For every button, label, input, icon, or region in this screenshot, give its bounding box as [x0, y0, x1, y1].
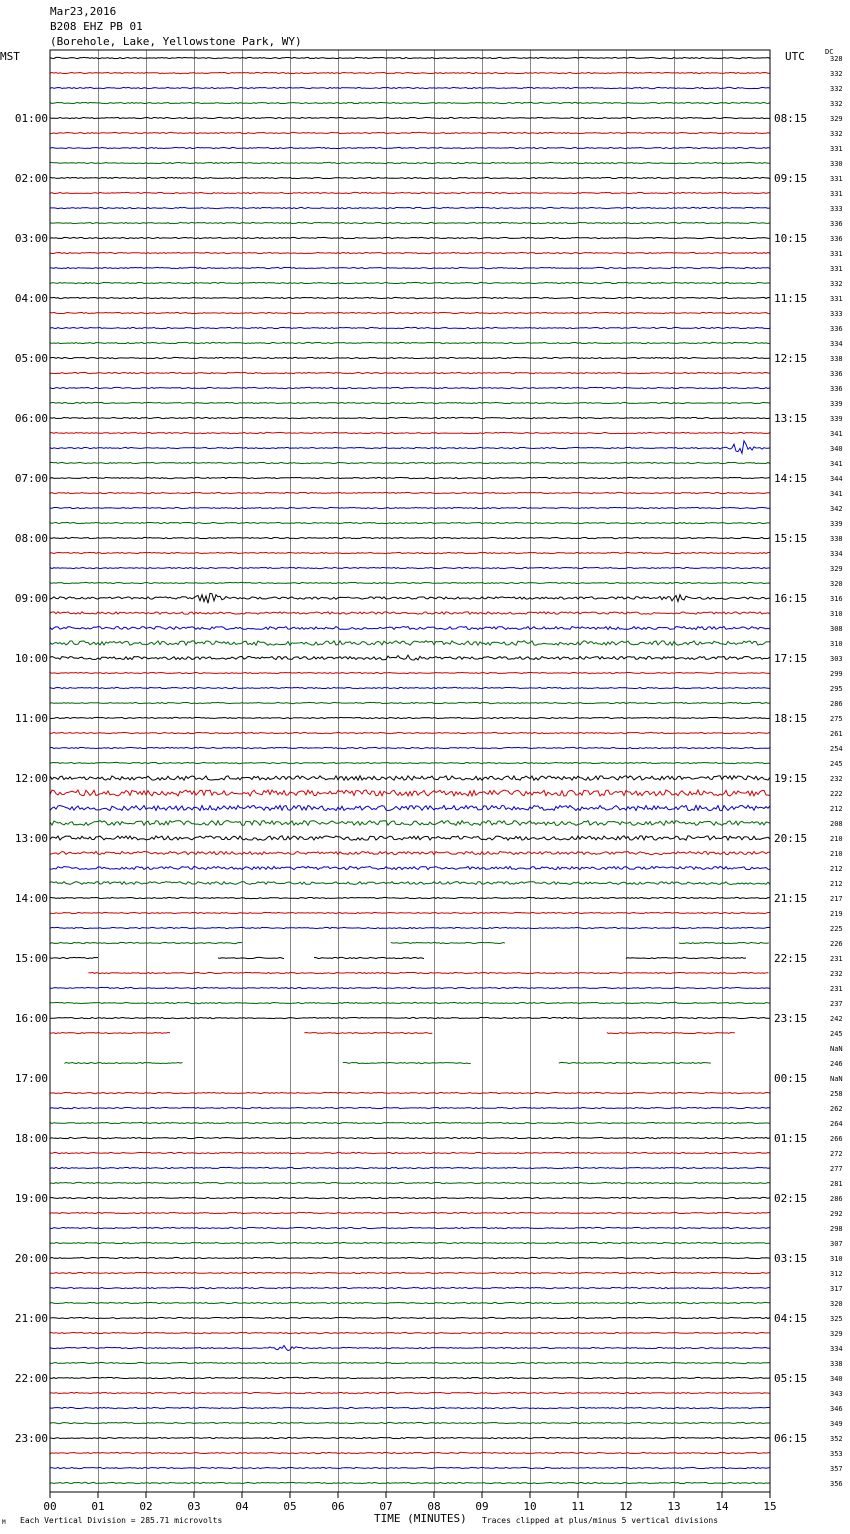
trace-row-61-seg-0: [88, 972, 768, 973]
dc-offset-label: 246: [830, 1060, 843, 1068]
utc-hour-label: 10:15: [774, 232, 808, 245]
trace-row-41-seg-0: [50, 672, 770, 673]
dc-offset-label: 320: [830, 580, 843, 588]
trace-row-70-seg-0: [50, 1107, 770, 1108]
x-tick-label: 08: [427, 1500, 441, 1513]
dc-offset-label: 341: [830, 460, 843, 468]
dc-offset-label: 210: [830, 850, 843, 858]
trace-row-33-seg-0: [50, 552, 770, 553]
dc-offset-label: 325: [830, 1315, 843, 1323]
x-tick-label: 10: [523, 1500, 537, 1513]
trace-row-52-seg-0: [50, 836, 770, 840]
trace-row-60-seg-3: [626, 957, 746, 958]
trace-row-92-seg-0: [50, 1437, 770, 1438]
utc-hour-label: 12:15: [774, 352, 808, 365]
mst-hour-label: 22:00: [14, 1372, 48, 1385]
trace-row-73-seg-0: [50, 1152, 770, 1153]
trace-row-63-seg-0: [50, 1002, 770, 1003]
x-tick-label: 12: [619, 1500, 633, 1513]
utc-hour-label: 19:15: [774, 772, 808, 785]
x-tick-label: 05: [283, 1500, 297, 1513]
mst-hour-label: 07:00: [14, 472, 48, 485]
dc-offset-label: 277: [830, 1165, 843, 1173]
dc-offset-label: 329: [830, 565, 843, 573]
utc-hour-label: 11:15: [774, 292, 808, 305]
dc-offset-label: 316: [830, 595, 843, 603]
trace-row-1-seg-0: [50, 72, 770, 73]
trace-row-57-seg-0: [50, 912, 770, 913]
trace-row-50-seg-0: [50, 805, 770, 810]
trace-row-34-seg-0: [50, 567, 770, 568]
mst-hour-label: 18:00: [14, 1132, 48, 1145]
trace-row-51-seg-0: [50, 821, 770, 826]
dc-offset-label: 336: [830, 325, 843, 333]
mst-hour-label: 05:00: [14, 352, 48, 365]
dc-offset-label: 334: [830, 340, 843, 348]
dc-offset-label: 219: [830, 910, 843, 918]
trace-row-39-seg-0: [50, 641, 770, 645]
dc-offset-label: 258: [830, 1090, 843, 1098]
trace-row-13-seg-0: [50, 252, 770, 253]
trace-row-9-seg-0: [50, 192, 770, 193]
trace-row-55-seg-0: [50, 882, 770, 885]
trace-row-84-seg-0: [50, 1317, 770, 1318]
trace-row-35-seg-0: [50, 582, 770, 583]
dc-offset-label: 339: [830, 400, 843, 408]
trace-row-59-seg-1: [391, 942, 505, 943]
trace-row-81-seg-0: [50, 1272, 770, 1273]
trace-row-88-seg-0: [50, 1377, 770, 1378]
trace-row-54-seg-0: [50, 866, 770, 869]
dc-offset-label: 357: [830, 1465, 843, 1473]
x-tick-label: 09: [475, 1500, 489, 1513]
dc-offset-label: 346: [830, 1405, 843, 1413]
dc-offset-label: 332: [830, 130, 843, 138]
trace-row-90-seg-0: [50, 1407, 770, 1408]
dc-offset-label: 308: [830, 625, 843, 633]
dc-offset-label: 331: [830, 295, 843, 303]
right-timezone-label: UTC: [785, 50, 805, 63]
utc-hour-label: 02:15: [774, 1192, 808, 1205]
trace-row-58-seg-0: [50, 927, 770, 928]
x-tick-label: 00: [43, 1500, 57, 1513]
dc-offset-label: 307: [830, 1240, 843, 1248]
dc-offset-label: 330: [830, 160, 843, 168]
trace-row-23-seg-0: [50, 402, 770, 403]
dc-offset-label: 356: [830, 1480, 843, 1488]
trace-row-67-seg-1: [343, 1063, 471, 1064]
dc-offset-label: 349: [830, 1420, 843, 1428]
trace-row-6-seg-0: [50, 147, 770, 148]
dc-offset-label: 336: [830, 220, 843, 228]
trace-row-48-seg-0: [50, 776, 770, 780]
dc-offset-label: 232: [830, 775, 843, 783]
mst-hour-label: 20:00: [14, 1252, 48, 1265]
trace-row-82-seg-0: [50, 1287, 770, 1288]
trace-row-94-seg-0: [50, 1467, 770, 1468]
mst-hour-label: 10:00: [14, 652, 48, 665]
trace-row-10-seg-0: [50, 207, 770, 208]
dc-offset-label: 317: [830, 1285, 843, 1293]
trace-row-86-seg-0: [50, 1346, 770, 1351]
trace-row-60-seg-0: [50, 957, 98, 958]
dc-offset-label: 339: [830, 415, 843, 423]
dc-offset-label: 232: [830, 970, 843, 978]
trace-row-60-seg-2: [314, 957, 424, 958]
trace-row-45-seg-0: [50, 732, 770, 733]
utc-hour-label: 22:15: [774, 952, 808, 965]
x-tick-label: 13: [667, 1500, 681, 1513]
dc-offset-label: 299: [830, 670, 843, 678]
trace-row-36-seg-0: [50, 593, 770, 603]
dc-offset-label: 242: [830, 1015, 843, 1023]
trace-row-65-seg-1: [304, 1032, 432, 1033]
trace-row-2-seg-0: [50, 87, 770, 88]
trace-row-7-seg-0: [50, 162, 770, 163]
trace-row-22-seg-0: [50, 387, 770, 388]
trace-row-8-seg-0: [50, 177, 770, 178]
dc-offset-label: 332: [830, 85, 843, 93]
utc-hour-label: 00:15: [774, 1072, 808, 1085]
dc-offset-label: 225: [830, 925, 843, 933]
trace-row-83-seg-0: [50, 1302, 770, 1303]
mst-hour-label: 13:00: [14, 832, 48, 845]
dc-offset-label: 320: [830, 1300, 843, 1308]
trace-row-12-seg-0: [50, 237, 770, 238]
mst-hour-label: 03:00: [14, 232, 48, 245]
dc-offset-label: 222: [830, 790, 843, 798]
dc-offset-label: 332: [830, 100, 843, 108]
mst-hour-label: 15:00: [14, 952, 48, 965]
dc-offset-label: 237: [830, 1000, 843, 1008]
dc-offset-label: 272: [830, 1150, 843, 1158]
x-tick-label: 06: [331, 1500, 345, 1513]
dc-offset-label: 331: [830, 265, 843, 273]
trace-row-4-seg-0: [50, 117, 770, 118]
trace-row-38-seg-0: [50, 627, 770, 630]
dc-offset-label: NaN: [830, 1045, 843, 1053]
dc-offset-label: 334: [830, 550, 843, 558]
dc-offset-labels: [830, 55, 843, 1488]
trace-row-59-seg-2: [679, 942, 769, 943]
dc-offset-label: 338: [830, 355, 843, 363]
dc-offset-label: 261: [830, 730, 843, 738]
x-tick-label: 01: [91, 1500, 105, 1513]
trace-row-62-seg-0: [50, 987, 770, 988]
utc-hour-label: 20:15: [774, 832, 808, 845]
mst-hour-label: 23:00: [14, 1432, 48, 1445]
trace-row-75-seg-0: [50, 1182, 770, 1183]
utc-hour-label: 13:15: [774, 412, 808, 425]
dc-offset-label: 217: [830, 895, 843, 903]
mst-hour-label: 12:00: [14, 772, 48, 785]
trace-row-49-seg-0: [50, 790, 770, 796]
dc-offset-label: 331: [830, 250, 843, 258]
dc-offset-label: 310: [830, 1255, 843, 1263]
dc-offset-label: 275: [830, 715, 843, 723]
mst-hour-label: 17:00: [14, 1072, 48, 1085]
trace-row-65-seg-0: [50, 1032, 170, 1033]
trace-row-37-seg-0: [50, 612, 770, 614]
trace-row-60-seg-1: [218, 957, 284, 958]
trace-row-53-seg-0: [50, 851, 770, 854]
trace-row-16-seg-0: [50, 297, 770, 298]
mst-hour-label: 11:00: [14, 712, 48, 725]
utc-hour-labels: [774, 112, 807, 1445]
corner-mark: M: [2, 1519, 6, 1526]
trace-row-80-seg-0: [50, 1257, 770, 1258]
dc-offset-label: 212: [830, 805, 843, 813]
mst-hour-labels: [15, 112, 48, 1445]
dc-offset-label: 331: [830, 175, 843, 183]
trace-row-18-seg-0: [50, 327, 770, 328]
trace-row-30-seg-0: [50, 507, 770, 508]
dc-offset-label: 303: [830, 655, 843, 663]
dc-offset-label: 332: [830, 70, 843, 78]
dc-offset-label: 212: [830, 865, 843, 873]
mst-hour-label: 08:00: [14, 532, 48, 545]
trace-row-11-seg-0: [50, 222, 770, 223]
dc-offset-label: 341: [830, 490, 843, 498]
dc-offset-label: 231: [830, 955, 843, 963]
dc-offset-label: 254: [830, 745, 843, 753]
utc-hour-label: 01:15: [774, 1132, 808, 1145]
dc-header-label: DC: [825, 48, 834, 56]
station-location: (Borehole, Lake, Yellowstone Park, WY): [50, 35, 302, 48]
trace-row-24-seg-0: [50, 417, 770, 418]
dc-offset-label: 312: [830, 1270, 843, 1278]
dc-offset-label: 226: [830, 940, 843, 948]
trace-row-20-seg-0: [50, 357, 770, 358]
trace-row-21-seg-0: [50, 372, 770, 373]
dc-offset-label: 286: [830, 700, 843, 708]
trace-row-85-seg-0: [50, 1332, 770, 1333]
x-tick-label: 04: [235, 1500, 249, 1513]
dc-offset-label: 245: [830, 1030, 843, 1038]
utc-hour-label: 03:15: [774, 1252, 808, 1265]
x-tick-label: 03: [187, 1500, 201, 1513]
plot-date: Mar23,2016: [50, 5, 117, 18]
dc-offset-label: 264: [830, 1120, 843, 1128]
seismic-traces: [50, 57, 770, 1483]
left-timezone-label: MST: [0, 50, 20, 63]
dc-offset-label: 331: [830, 190, 843, 198]
trace-row-28-seg-0: [50, 477, 770, 478]
dc-offset-label: 340: [830, 445, 843, 453]
trace-row-19-seg-0: [50, 342, 770, 343]
trace-row-89-seg-0: [50, 1392, 770, 1393]
mst-hour-label: 21:00: [14, 1312, 48, 1325]
trace-row-76-seg-0: [50, 1197, 770, 1198]
dc-offset-label: 341: [830, 430, 843, 438]
x-axis-ticks: [43, 1492, 776, 1513]
trace-row-87-seg-0: [50, 1362, 770, 1363]
mst-hour-label: 09:00: [14, 592, 48, 605]
trace-row-3-seg-0: [50, 102, 770, 103]
dc-offset-label: 329: [830, 1330, 843, 1338]
dc-offset-label: 231: [830, 985, 843, 993]
plot-frame: [50, 50, 770, 1492]
dc-offset-label: 310: [830, 610, 843, 618]
mst-hour-label: 02:00: [14, 172, 48, 185]
minute-gridlines: [99, 50, 723, 1492]
dc-offset-label: 329: [830, 115, 843, 123]
dc-offset-label: 352: [830, 1435, 843, 1443]
trace-row-44-seg-0: [50, 717, 770, 718]
trace-row-91-seg-0: [50, 1422, 770, 1423]
x-tick-label: 02: [139, 1500, 153, 1513]
dc-offset-label: 333: [830, 310, 843, 318]
utc-hour-label: 16:15: [774, 592, 808, 605]
trace-row-40-seg-0: [50, 655, 770, 660]
utc-hour-label: 17:15: [774, 652, 808, 665]
utc-hour-label: 09:15: [774, 172, 808, 185]
utc-hour-label: 04:15: [774, 1312, 808, 1325]
dc-offset-label: 332: [830, 280, 843, 288]
trace-row-71-seg-0: [50, 1122, 770, 1123]
trace-row-26-seg-0: [50, 441, 770, 454]
dc-offset-label: 336: [830, 385, 843, 393]
dc-offset-label: 343: [830, 1390, 843, 1398]
dc-offset-label: 331: [830, 145, 843, 153]
x-tick-label: 11: [571, 1500, 585, 1513]
mst-hour-label: 01:00: [14, 112, 48, 125]
dc-offset-label: 338: [830, 1360, 843, 1368]
dc-offset-label: 336: [830, 370, 843, 378]
dc-offset-label: 281: [830, 1180, 843, 1188]
trace-row-93-seg-0: [50, 1452, 770, 1453]
dc-offset-label: 245: [830, 760, 843, 768]
dc-offset-label: 295: [830, 685, 843, 693]
trace-row-67-seg-0: [64, 1062, 182, 1063]
trace-row-72-seg-0: [50, 1137, 770, 1138]
x-tick-label: 07: [379, 1500, 393, 1513]
x-axis-title: TIME (MINUTES): [374, 1512, 467, 1525]
utc-hour-label: 08:15: [774, 112, 808, 125]
trace-row-47-seg-0: [50, 762, 770, 763]
dc-offset-label: 298: [830, 1225, 843, 1233]
trace-row-42-seg-0: [50, 687, 770, 688]
dc-offset-label: 286: [830, 1195, 843, 1203]
dc-offset-label: 208: [830, 820, 843, 828]
dc-offset-label: 328: [830, 55, 843, 63]
dc-offset-label: 210: [830, 835, 843, 843]
dc-offset-label: 212: [830, 880, 843, 888]
trace-row-64-seg-0: [50, 1017, 770, 1018]
utc-hour-label: 21:15: [774, 892, 808, 905]
dc-offset-label: NaN: [830, 1075, 843, 1083]
dc-offset-label: 333: [830, 205, 843, 213]
trace-row-46-seg-0: [50, 747, 770, 748]
trace-row-27-seg-0: [50, 462, 770, 463]
dc-offset-label: 342: [830, 505, 843, 513]
dc-offset-label: 353: [830, 1450, 843, 1458]
trace-row-5-seg-0: [50, 132, 770, 133]
dc-offset-label: 266: [830, 1135, 843, 1143]
utc-hour-label: 18:15: [774, 712, 808, 725]
trace-row-67-seg-2: [559, 1062, 711, 1063]
trace-row-78-seg-0: [50, 1227, 770, 1228]
mst-hour-label: 19:00: [14, 1192, 48, 1205]
dc-offset-label: 262: [830, 1105, 843, 1113]
trace-row-25-seg-0: [50, 432, 770, 433]
utc-hour-label: 23:15: [774, 1012, 808, 1025]
mst-hour-label: 14:00: [14, 892, 48, 905]
mst-hour-label: 06:00: [14, 412, 48, 425]
dc-offset-label: 334: [830, 1345, 843, 1353]
station-code: B208 EHZ PB 01: [50, 20, 143, 33]
dc-offset-label: 338: [830, 535, 843, 543]
dc-offset-label: 310: [830, 640, 843, 648]
trace-row-29-seg-0: [50, 492, 770, 493]
dc-offset-label: 292: [830, 1210, 843, 1218]
trace-row-31-seg-0: [50, 522, 770, 523]
trace-row-77-seg-0: [50, 1212, 770, 1213]
dc-offset-label: 344: [830, 475, 843, 483]
trace-row-69-seg-0: [50, 1092, 770, 1093]
trace-row-43-seg-0: [50, 702, 770, 703]
trace-row-17-seg-0: [50, 312, 770, 313]
trace-row-95-seg-0: [50, 1482, 770, 1483]
mst-hour-label: 04:00: [14, 292, 48, 305]
trace-row-56-seg-0: [50, 897, 770, 898]
dc-offset-label: 339: [830, 520, 843, 528]
dc-offset-label: 336: [830, 235, 843, 243]
trace-row-15-seg-0: [50, 282, 770, 283]
trace-row-79-seg-0: [50, 1242, 770, 1243]
utc-hour-label: 06:15: [774, 1432, 808, 1445]
scale-note: Each Vertical Division = 285.71 microvolts: [20, 1516, 223, 1525]
trace-row-74-seg-0: [50, 1167, 770, 1168]
mst-hour-label: 16:00: [14, 1012, 48, 1025]
utc-hour-label: 15:15: [774, 532, 808, 545]
trace-row-14-seg-0: [50, 267, 770, 268]
clip-note: Traces clipped at plus/minus 5 vertical divisions: [482, 1516, 719, 1525]
x-tick-label: 14: [715, 1500, 729, 1513]
trace-row-32-seg-0: [50, 537, 770, 538]
x-tick-label: 15: [763, 1500, 777, 1513]
dc-offset-label: 340: [830, 1375, 843, 1383]
utc-hour-label: 14:15: [774, 472, 808, 485]
utc-hour-label: 05:15: [774, 1372, 808, 1385]
trace-row-0-seg-0: [50, 57, 770, 58]
